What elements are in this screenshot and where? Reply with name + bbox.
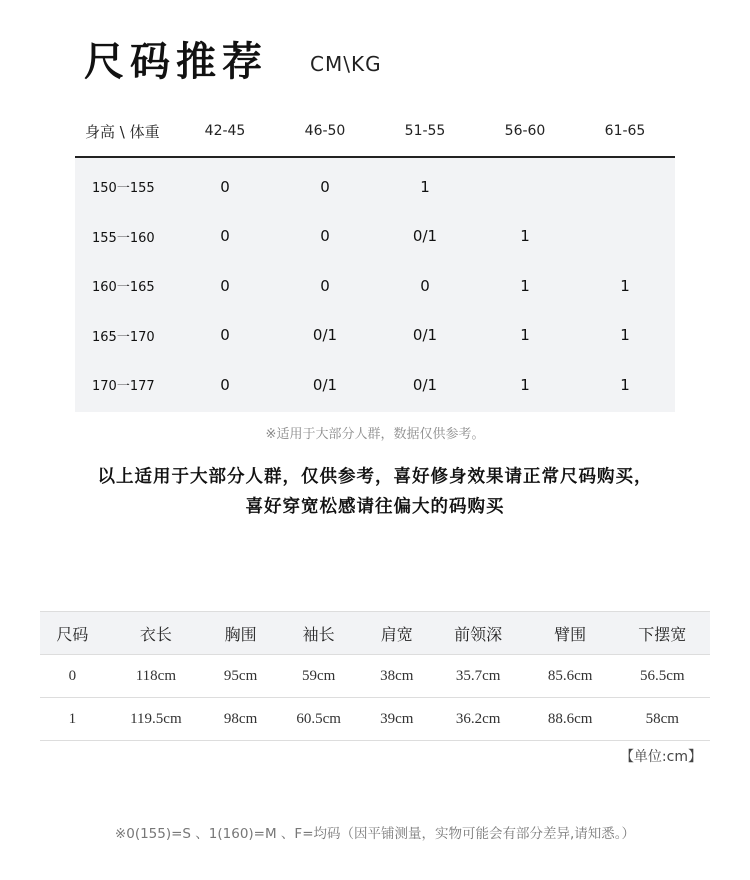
unit-label: CM\KG	[310, 52, 382, 76]
table-cell: 59cm	[274, 655, 363, 698]
size-cell: 1	[620, 326, 630, 345]
recommend-body	[75, 158, 675, 412]
measurement-header-row	[40, 612, 710, 655]
table-row	[75, 261, 675, 311]
weight-header: 61-65	[604, 123, 646, 139]
size-cell: 0/1	[412, 326, 438, 345]
table-cell: 1	[40, 698, 105, 741]
size-cell: 0	[320, 227, 330, 246]
table-cell: 98cm	[207, 698, 274, 741]
recommend-corner-header: 身高 \ 体重	[85, 122, 160, 141]
size-cell: 1	[520, 276, 530, 295]
table-cell: 35.7cm	[430, 655, 525, 698]
weight-header: 42-45	[204, 123, 246, 139]
size-cell: 1	[420, 177, 430, 196]
fit-advice-line-2: 喜好穿宽松感请往偏大的码购买	[245, 497, 505, 517]
column-header: 肩宽	[363, 612, 430, 655]
column-header: 胸围	[207, 612, 274, 655]
table-cell: 38cm	[363, 655, 430, 698]
column-header: 尺码	[40, 612, 105, 655]
page-title: 尺码推荐	[84, 39, 268, 85]
measurement-table	[40, 611, 710, 741]
table-cell: 95cm	[207, 655, 274, 698]
size-cell: 0/1	[312, 375, 338, 394]
column-header: 袖长	[274, 612, 363, 655]
size-cell: 1	[620, 276, 630, 295]
column-header: 臂围	[526, 612, 615, 655]
table-row	[75, 360, 675, 410]
table-cell: 39cm	[363, 698, 430, 741]
fit-advice-line-1: 以上适用于大部分人群，仅供参考，喜好修身效果请正常尺码购买，	[97, 467, 653, 487]
height-cell: 155一160	[92, 230, 155, 246]
fit-advice	[0, 462, 750, 522]
height-cell: 150一155	[92, 181, 155, 197]
column-header: 下摆宽	[615, 612, 710, 655]
column-header: 前领深	[430, 612, 525, 655]
table-cell: 36.2cm	[430, 698, 525, 741]
size-cell: 0	[220, 326, 230, 345]
table-cell: 56.5cm	[615, 655, 710, 698]
table-row	[40, 698, 710, 741]
size-cell: 1	[520, 326, 530, 345]
table-row	[75, 311, 675, 361]
unit-note: 【单位:cm】	[619, 749, 702, 765]
table-cell: 119.5cm	[105, 698, 207, 741]
size-cell: 1	[520, 227, 530, 246]
height-cell: 170一177	[92, 379, 155, 395]
weight-header: 46-50	[304, 123, 346, 139]
table-cell: 85.6cm	[526, 655, 615, 698]
size-cell: 1	[620, 375, 630, 394]
weight-header: 51-55	[404, 123, 446, 139]
size-footnote: ※0(155)=S 、1(160)=M 、F=均码（因平铺测量，实物可能会有部分差异,请知悉。）	[114, 826, 636, 842]
size-cell: 0	[220, 177, 230, 196]
weight-header: 56-60	[504, 123, 546, 139]
table-cell: 88.6cm	[526, 698, 615, 741]
size-recommend-table	[75, 106, 675, 412]
table-row	[75, 162, 675, 212]
size-cell: 0	[320, 177, 330, 196]
size-cell: 0	[420, 276, 430, 295]
size-cell: 0/1	[412, 375, 438, 394]
column-header: 衣长	[105, 612, 207, 655]
height-cell: 165一170	[92, 329, 155, 345]
size-cell: 0	[220, 276, 230, 295]
height-cell: 160一165	[92, 280, 155, 296]
reference-note: ※适用于大部分人群，数据仅供参考。	[265, 427, 485, 442]
table-cell: 58cm	[615, 698, 710, 741]
table-row	[40, 655, 710, 698]
recommend-header-row	[75, 106, 675, 158]
size-cell: 1	[520, 375, 530, 394]
size-cell: 0/1	[412, 227, 438, 246]
table-cell: 0	[40, 655, 105, 698]
table-row	[75, 212, 675, 262]
size-cell: 0	[320, 276, 330, 295]
table-cell: 60.5cm	[274, 698, 363, 741]
size-cell: 0/1	[312, 326, 338, 345]
size-cell: 0	[220, 375, 230, 394]
table-cell: 118cm	[105, 655, 207, 698]
size-cell: 0	[220, 227, 230, 246]
